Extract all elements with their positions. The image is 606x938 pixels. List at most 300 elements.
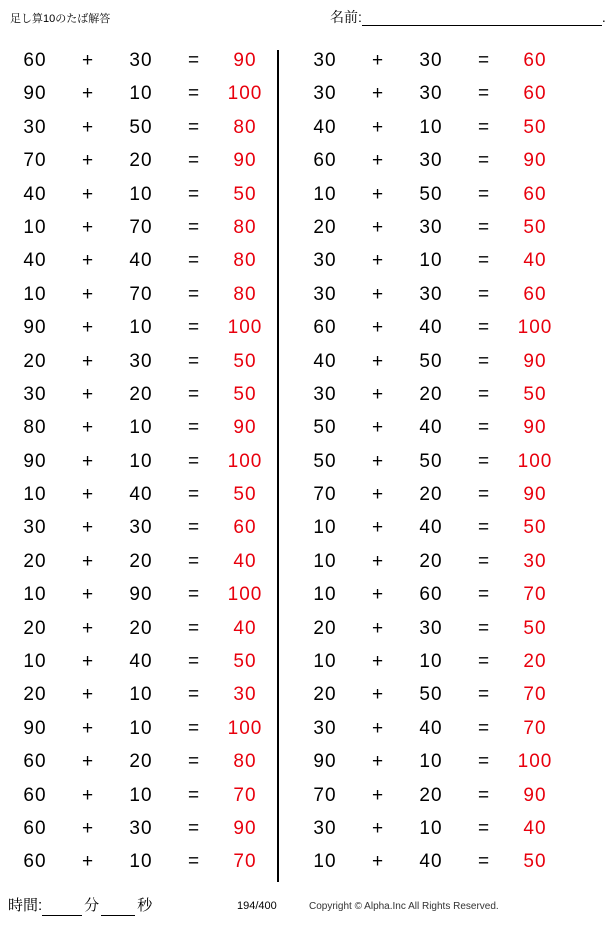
answer-value: 80 bbox=[233, 250, 257, 272]
problem-row bbox=[294, 445, 564, 478]
operand-b: 30 bbox=[129, 50, 153, 71]
operand-a: 70 bbox=[23, 150, 47, 172]
plus-icon: + bbox=[81, 651, 95, 673]
operand-a: 40 bbox=[23, 183, 47, 205]
plus-icon: + bbox=[81, 283, 95, 305]
equals-icon: = bbox=[187, 550, 201, 572]
answer-value: 50 bbox=[523, 851, 547, 873]
operand-a: 30 bbox=[23, 517, 47, 539]
equals-icon: = bbox=[187, 250, 201, 272]
name-input[interactable] bbox=[362, 8, 602, 26]
operand-b: 30 bbox=[129, 517, 153, 539]
plus-icon: + bbox=[371, 83, 385, 105]
operand-b: 40 bbox=[129, 250, 153, 272]
problem-row bbox=[4, 812, 274, 845]
equals-icon: = bbox=[187, 651, 201, 673]
operand-a: 50 bbox=[313, 417, 337, 439]
operand-b: 30 bbox=[419, 83, 443, 105]
operand-a: 20 bbox=[313, 617, 337, 639]
operand-b: 50 bbox=[419, 350, 443, 372]
answer-value: 70 bbox=[523, 584, 547, 606]
answer-value: 90 bbox=[233, 150, 257, 172]
problem-row bbox=[4, 311, 274, 344]
operand-a: 80 bbox=[23, 417, 47, 439]
answer-value: 20 bbox=[523, 651, 547, 673]
answer-value: 50 bbox=[523, 216, 547, 238]
equals-icon: = bbox=[187, 83, 201, 105]
column-divider bbox=[277, 50, 279, 882]
answer-value: 40 bbox=[523, 817, 547, 839]
plus-icon: + bbox=[371, 116, 385, 138]
equals-icon: = bbox=[187, 116, 201, 138]
problem-row bbox=[4, 612, 274, 645]
plus-icon: + bbox=[81, 717, 95, 739]
problem-row bbox=[294, 779, 564, 812]
operand-b: 40 bbox=[419, 417, 443, 439]
page-header bbox=[0, 8, 606, 36]
operand-a: 10 bbox=[23, 651, 47, 673]
plus-icon: + bbox=[81, 851, 95, 873]
answer-value: 90 bbox=[233, 817, 257, 839]
operand-a: 30 bbox=[313, 383, 337, 405]
plus-icon: + bbox=[371, 216, 385, 238]
equals-icon: = bbox=[477, 684, 491, 706]
plus-icon: + bbox=[81, 383, 95, 405]
answer-value: 70 bbox=[523, 717, 547, 739]
name-trailing-dot: . bbox=[601, 9, 606, 25]
operand-b: 10 bbox=[419, 250, 443, 272]
operand-b: 40 bbox=[419, 317, 443, 339]
equals-icon: = bbox=[477, 517, 491, 539]
operand-b: 40 bbox=[419, 717, 443, 739]
operand-a: 20 bbox=[23, 350, 47, 372]
equals-icon: = bbox=[477, 851, 491, 873]
operand-b: 10 bbox=[419, 751, 443, 773]
operand-a: 60 bbox=[313, 317, 337, 339]
plus-icon: + bbox=[371, 717, 385, 739]
operand-a: 10 bbox=[23, 584, 47, 606]
plus-icon: + bbox=[371, 584, 385, 606]
equals-icon: = bbox=[477, 651, 491, 673]
problem-row bbox=[294, 612, 564, 645]
problem-row bbox=[294, 378, 564, 411]
answer-value: 100 bbox=[517, 317, 553, 339]
answer-value: 30 bbox=[523, 550, 547, 572]
operand-a: 30 bbox=[313, 283, 337, 305]
operand-a: 10 bbox=[23, 283, 47, 305]
problem-row bbox=[4, 378, 274, 411]
equals-icon: = bbox=[187, 150, 201, 172]
plus-icon: + bbox=[81, 317, 95, 339]
problem-row bbox=[294, 311, 564, 344]
operand-b: 20 bbox=[129, 150, 153, 172]
page-title: 足し算10のたば解答 bbox=[10, 13, 111, 25]
plus-icon: + bbox=[81, 116, 95, 138]
equals-icon: = bbox=[477, 350, 491, 372]
equals-icon: = bbox=[187, 383, 201, 405]
answer-value: 100 bbox=[227, 717, 263, 739]
plus-icon: + bbox=[81, 350, 95, 372]
operand-a: 30 bbox=[313, 717, 337, 739]
equals-icon: = bbox=[187, 183, 201, 205]
operand-a: 20 bbox=[313, 216, 337, 238]
answer-value: 100 bbox=[227, 450, 263, 472]
operand-b: 30 bbox=[419, 50, 443, 71]
plus-icon: + bbox=[371, 550, 385, 572]
equals-icon: = bbox=[477, 817, 491, 839]
operand-a: 60 bbox=[313, 150, 337, 172]
operand-b: 10 bbox=[129, 83, 153, 105]
plus-icon: + bbox=[371, 784, 385, 806]
plus-icon: + bbox=[371, 283, 385, 305]
operand-a: 30 bbox=[23, 383, 47, 405]
equals-icon: = bbox=[477, 250, 491, 272]
operand-b: 10 bbox=[129, 450, 153, 472]
problem-row bbox=[294, 345, 564, 378]
problem-row bbox=[294, 244, 564, 277]
problem-row bbox=[4, 144, 274, 177]
problem-row bbox=[294, 745, 564, 778]
operand-a: 20 bbox=[23, 550, 47, 572]
operand-a: 30 bbox=[313, 817, 337, 839]
operand-b: 10 bbox=[129, 317, 153, 339]
answer-value: 80 bbox=[233, 216, 257, 238]
name-field-group bbox=[330, 8, 606, 26]
problem-row bbox=[294, 278, 564, 311]
operand-b: 20 bbox=[129, 751, 153, 773]
answer-value: 50 bbox=[233, 651, 257, 673]
time-field-group bbox=[8, 896, 152, 916]
problem-row bbox=[4, 645, 274, 678]
page-footer bbox=[0, 896, 600, 926]
minutes-input[interactable] bbox=[42, 896, 82, 916]
answer-value: 90 bbox=[523, 484, 547, 506]
seconds-unit-label: 秒 bbox=[137, 897, 153, 914]
plus-icon: + bbox=[371, 183, 385, 205]
answer-value: 70 bbox=[523, 684, 547, 706]
plus-icon: + bbox=[81, 83, 95, 105]
answer-value: 100 bbox=[227, 317, 263, 339]
equals-icon: = bbox=[187, 517, 201, 539]
plus-icon: + bbox=[371, 684, 385, 706]
operand-b: 50 bbox=[419, 450, 443, 472]
plus-icon: + bbox=[81, 216, 95, 238]
problem-row bbox=[4, 712, 274, 745]
plus-icon: + bbox=[81, 550, 95, 572]
answer-value: 100 bbox=[227, 584, 263, 606]
problem-columns bbox=[0, 44, 600, 884]
answer-value: 100 bbox=[227, 83, 263, 105]
equals-icon: = bbox=[477, 484, 491, 506]
problem-row bbox=[4, 111, 274, 144]
operand-a: 90 bbox=[23, 83, 47, 105]
plus-icon: + bbox=[81, 417, 95, 439]
answer-value: 50 bbox=[233, 183, 257, 205]
equals-icon: = bbox=[477, 717, 491, 739]
problem-row bbox=[294, 211, 564, 244]
plus-icon: + bbox=[81, 584, 95, 606]
operand-a: 10 bbox=[313, 183, 337, 205]
operand-a: 60 bbox=[23, 817, 47, 839]
answer-value: 60 bbox=[523, 283, 547, 305]
equals-icon: = bbox=[187, 317, 201, 339]
answer-value: 50 bbox=[233, 484, 257, 506]
plus-icon: + bbox=[81, 817, 95, 839]
operand-b: 40 bbox=[129, 651, 153, 673]
equals-icon: = bbox=[187, 350, 201, 372]
problem-row bbox=[294, 77, 564, 110]
operand-b: 40 bbox=[129, 484, 153, 506]
operand-a: 30 bbox=[313, 83, 337, 105]
plus-icon: + bbox=[81, 450, 95, 472]
operand-a: 30 bbox=[313, 50, 337, 71]
plus-icon: + bbox=[371, 450, 385, 472]
operand-b: 30 bbox=[129, 817, 153, 839]
equals-icon: = bbox=[477, 116, 491, 138]
answer-value: 90 bbox=[523, 150, 547, 172]
equals-icon: = bbox=[477, 183, 491, 205]
operand-b: 30 bbox=[419, 150, 443, 172]
answer-value: 90 bbox=[523, 350, 547, 372]
answer-value: 90 bbox=[233, 417, 257, 439]
answer-value: 90 bbox=[523, 417, 547, 439]
problem-row bbox=[4, 445, 274, 478]
problem-row bbox=[4, 545, 274, 578]
operand-b: 10 bbox=[129, 784, 153, 806]
answer-value: 100 bbox=[517, 450, 553, 472]
operand-b: 60 bbox=[419, 584, 443, 606]
equals-icon: = bbox=[477, 584, 491, 606]
problem-row bbox=[294, 44, 564, 77]
seconds-input[interactable] bbox=[101, 896, 135, 916]
operand-b: 10 bbox=[129, 183, 153, 205]
problem-row bbox=[294, 645, 564, 678]
operand-b: 20 bbox=[419, 383, 443, 405]
plus-icon: + bbox=[371, 517, 385, 539]
answer-value: 50 bbox=[523, 383, 547, 405]
operand-a: 20 bbox=[313, 684, 337, 706]
plus-icon: + bbox=[371, 817, 385, 839]
operand-b: 10 bbox=[419, 116, 443, 138]
operand-b: 40 bbox=[419, 517, 443, 539]
operand-b: 90 bbox=[129, 584, 153, 606]
problem-row bbox=[294, 178, 564, 211]
operand-b: 50 bbox=[419, 183, 443, 205]
plus-icon: + bbox=[81, 617, 95, 639]
problem-row bbox=[294, 511, 564, 544]
problem-row bbox=[4, 411, 274, 444]
answer-value: 50 bbox=[233, 383, 257, 405]
operand-b: 20 bbox=[129, 617, 153, 639]
equals-icon: = bbox=[187, 784, 201, 806]
name-label: 名前: bbox=[330, 9, 362, 25]
problem-row bbox=[4, 278, 274, 311]
equals-icon: = bbox=[187, 50, 201, 71]
operand-b: 50 bbox=[419, 684, 443, 706]
operand-a: 40 bbox=[313, 350, 337, 372]
answer-value: 60 bbox=[523, 183, 547, 205]
answer-value: 60 bbox=[523, 50, 547, 71]
answer-value: 60 bbox=[233, 517, 257, 539]
equals-icon: = bbox=[187, 684, 201, 706]
equals-icon: = bbox=[477, 450, 491, 472]
answer-value: 80 bbox=[233, 116, 257, 138]
operand-a: 50 bbox=[313, 450, 337, 472]
problem-row bbox=[294, 478, 564, 511]
equals-icon: = bbox=[187, 717, 201, 739]
operand-b: 10 bbox=[419, 817, 443, 839]
problem-row bbox=[4, 745, 274, 778]
plus-icon: + bbox=[371, 851, 385, 873]
plus-icon: + bbox=[371, 150, 385, 172]
operand-a: 90 bbox=[23, 317, 47, 339]
operand-a: 20 bbox=[23, 617, 47, 639]
copyright-notice: Copyright © Alpha.Inc All Rights Reserved. bbox=[309, 901, 499, 912]
equals-icon: = bbox=[477, 751, 491, 773]
answer-value: 40 bbox=[523, 250, 547, 272]
operand-a: 90 bbox=[23, 717, 47, 739]
operand-a: 30 bbox=[313, 250, 337, 272]
equals-icon: = bbox=[477, 317, 491, 339]
answer-value: 70 bbox=[233, 851, 257, 873]
operand-a: 10 bbox=[313, 584, 337, 606]
equals-icon: = bbox=[187, 617, 201, 639]
equals-icon: = bbox=[187, 851, 201, 873]
problem-column-left bbox=[4, 44, 274, 879]
plus-icon: + bbox=[81, 484, 95, 506]
operand-b: 70 bbox=[129, 216, 153, 238]
plus-icon: + bbox=[371, 317, 385, 339]
operand-a: 10 bbox=[313, 550, 337, 572]
operand-b: 10 bbox=[129, 684, 153, 706]
plus-icon: + bbox=[81, 684, 95, 706]
problem-row bbox=[294, 545, 564, 578]
problem-row bbox=[294, 678, 564, 711]
problem-row bbox=[4, 77, 274, 110]
plus-icon: + bbox=[371, 350, 385, 372]
answer-value: 60 bbox=[523, 83, 547, 105]
operand-b: 30 bbox=[419, 216, 443, 238]
answer-value: 50 bbox=[523, 517, 547, 539]
plus-icon: + bbox=[81, 250, 95, 272]
operand-a: 70 bbox=[313, 784, 337, 806]
problem-row bbox=[294, 812, 564, 845]
equals-icon: = bbox=[477, 50, 491, 71]
operand-a: 60 bbox=[23, 784, 47, 806]
equals-icon: = bbox=[477, 383, 491, 405]
answer-value: 80 bbox=[233, 751, 257, 773]
answer-value: 90 bbox=[233, 50, 257, 71]
plus-icon: + bbox=[81, 50, 95, 71]
operand-a: 40 bbox=[23, 250, 47, 272]
plus-icon: + bbox=[371, 383, 385, 405]
plus-icon: + bbox=[81, 517, 95, 539]
equals-icon: = bbox=[187, 751, 201, 773]
equals-icon: = bbox=[477, 83, 491, 105]
problem-row bbox=[294, 111, 564, 144]
operand-b: 50 bbox=[129, 116, 153, 138]
equals-icon: = bbox=[477, 550, 491, 572]
answer-value: 80 bbox=[233, 283, 257, 305]
equals-icon: = bbox=[477, 216, 491, 238]
operand-a: 20 bbox=[23, 684, 47, 706]
operand-b: 30 bbox=[419, 283, 443, 305]
operand-b: 20 bbox=[419, 484, 443, 506]
problem-row bbox=[4, 44, 274, 77]
problem-row bbox=[294, 144, 564, 177]
operand-b: 20 bbox=[419, 550, 443, 572]
problem-row bbox=[4, 511, 274, 544]
plus-icon: + bbox=[371, 617, 385, 639]
answer-value: 70 bbox=[233, 784, 257, 806]
equals-icon: = bbox=[187, 450, 201, 472]
problem-row bbox=[4, 845, 274, 878]
operand-b: 10 bbox=[129, 717, 153, 739]
page-number: 194/400 bbox=[237, 900, 277, 912]
operand-b: 20 bbox=[129, 550, 153, 572]
operand-a: 60 bbox=[23, 50, 47, 71]
operand-b: 20 bbox=[419, 784, 443, 806]
equals-icon: = bbox=[477, 417, 491, 439]
problem-row bbox=[4, 178, 274, 211]
answer-value: 40 bbox=[233, 550, 257, 572]
operand-a: 10 bbox=[313, 517, 337, 539]
problem-row bbox=[4, 478, 274, 511]
plus-icon: + bbox=[81, 751, 95, 773]
plus-icon: + bbox=[81, 183, 95, 205]
operand-b: 30 bbox=[419, 617, 443, 639]
equals-icon: = bbox=[477, 283, 491, 305]
operand-b: 70 bbox=[129, 283, 153, 305]
problem-row bbox=[4, 678, 274, 711]
operand-b: 40 bbox=[419, 851, 443, 873]
answer-value: 100 bbox=[517, 751, 553, 773]
problem-row bbox=[4, 578, 274, 611]
problem-row bbox=[4, 345, 274, 378]
answer-value: 90 bbox=[523, 784, 547, 806]
problem-row bbox=[294, 411, 564, 444]
answer-value: 50 bbox=[523, 116, 547, 138]
problem-row bbox=[4, 244, 274, 277]
operand-a: 90 bbox=[23, 450, 47, 472]
plus-icon: + bbox=[371, 50, 385, 71]
problem-row bbox=[294, 845, 564, 878]
plus-icon: + bbox=[81, 784, 95, 806]
operand-b: 30 bbox=[129, 350, 153, 372]
plus-icon: + bbox=[371, 250, 385, 272]
equals-icon: = bbox=[187, 817, 201, 839]
operand-a: 90 bbox=[313, 751, 337, 773]
answer-value: 40 bbox=[233, 617, 257, 639]
answer-value: 50 bbox=[523, 617, 547, 639]
operand-a: 40 bbox=[313, 116, 337, 138]
problem-column-right bbox=[294, 44, 564, 879]
operand-a: 10 bbox=[313, 651, 337, 673]
operand-a: 30 bbox=[23, 116, 47, 138]
problem-row bbox=[4, 779, 274, 812]
equals-icon: = bbox=[477, 617, 491, 639]
problem-row bbox=[294, 712, 564, 745]
equals-icon: = bbox=[187, 584, 201, 606]
answer-value: 30 bbox=[233, 684, 257, 706]
equals-icon: = bbox=[477, 784, 491, 806]
operand-a: 10 bbox=[23, 484, 47, 506]
answer-value: 50 bbox=[233, 350, 257, 372]
problem-row bbox=[294, 578, 564, 611]
equals-icon: = bbox=[187, 417, 201, 439]
plus-icon: + bbox=[371, 484, 385, 506]
plus-icon: + bbox=[81, 150, 95, 172]
